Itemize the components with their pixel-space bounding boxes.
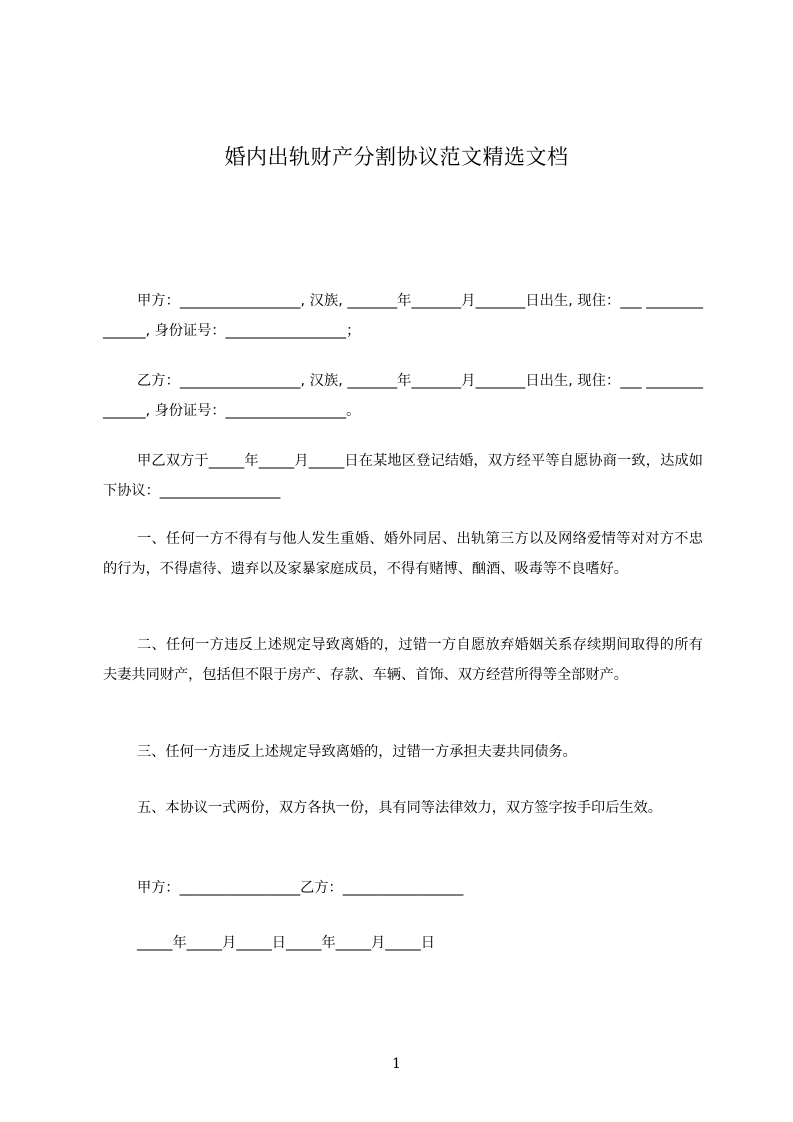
page-number: 1: [392, 1056, 401, 1072]
date-line: _____年_____月_____日_____年_____月_____日: [137, 935, 435, 951]
party-a-intro: 甲方：_________________, 汉族, _______年_______月_______日出生, 现住：___ ______________, 身份证号：_________________；: [103, 293, 703, 339]
marriage-statement: 甲乙双方于_____年_____月_____日在某地区登记结婚，双方经平等自愿协商一致，达成如下协议：_________________: [103, 453, 703, 499]
party-b-intro: 乙方：_________________, 汉族, _______年_______月_______日出生, 现住：___ ______________, 身份证号：_________________。: [103, 373, 703, 419]
clause-1: 一、任何一方不得有与他人发生重婚、婚外同居、出轨第三方以及网络爱情等对对方不忠的行为，不得虐待、遗弃以及家暴家庭成员，不得有赌博、酗酒、吸毒等不良嗜好。: [103, 531, 703, 577]
clause-5: 五、本协议一式两份，双方各执一份，具有同等法律效力，双方签字按手印后生效。: [137, 800, 662, 816]
clause-3: 三、任何一方违反上述规定导致离婚的，过错一方承担夫妻共同债务。: [137, 744, 577, 760]
signature-line: 甲方：_________________乙方：_________________: [137, 880, 464, 896]
clause-2: 二、任何一方违反上述规定导致离婚的，过错一方自愿放弃婚姻关系存续期间取得的所有夫妻共同财产，包括但不限于房产、存款、车辆、首饰、双方经营所得等全部财产。: [103, 637, 703, 683]
document-title: 婚内出轨财产分割协议范文精选文档: [224, 145, 569, 169]
